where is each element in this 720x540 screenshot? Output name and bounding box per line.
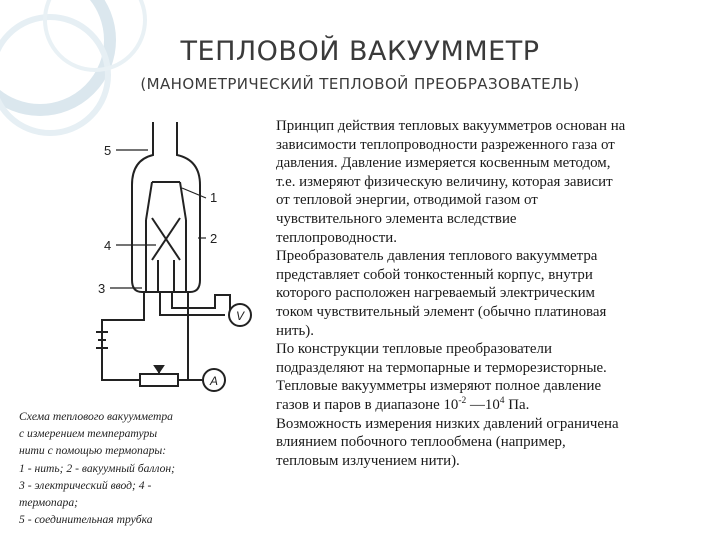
- body-line: подразделяют на термопарные и терморезисторные.: [276, 359, 607, 376]
- body-line: током чувствительный элемент (обычно платиновая: [276, 303, 607, 320]
- body-line: Принцип действия тепловых вакуумметров основан на: [276, 118, 626, 134]
- body-line: давления. Давление измеряется косвенным методом,: [276, 155, 611, 172]
- body-line: По конструкции тепловые преобразователи: [276, 341, 552, 358]
- caption-line: Схема теплового вакуумметра: [19, 410, 173, 423]
- label-1: 1: [210, 190, 218, 205]
- body-line: теплопроводности.: [276, 229, 397, 246]
- body-line: чувствительного элемента вследствие: [276, 210, 517, 227]
- caption-line: 1 - нить; 2 - вакуумный баллон;: [19, 461, 176, 475]
- label-3: 3: [98, 281, 106, 296]
- voltmeter-symbol: V: [235, 309, 245, 323]
- range-low-base: 10: [443, 396, 459, 413]
- caption-line: 5 - соединительная трубка: [19, 513, 153, 527]
- ammeter-symbol: A: [209, 374, 219, 388]
- slide-title: ТЕПЛОВОЙ ВАКУУММЕТР: [180, 36, 540, 67]
- caption-line: нити с помощью термопары:: [19, 444, 167, 458]
- range-unit: Па.: [504, 396, 530, 413]
- body-line: зависимости теплопроводности разреженного газа от: [276, 136, 615, 153]
- caption-line: 3 - электрический ввод; 4 -: [19, 478, 152, 492]
- diagram-caption: [19, 408, 239, 528]
- range-dash: —: [466, 396, 485, 413]
- range-high-exp: 4: [499, 395, 505, 406]
- body-line: Тепловые вакуумметры измеряют полное давление: [276, 378, 602, 395]
- body-line: Возможность измерения низких давлений ограничена: [276, 415, 619, 432]
- body-line: влиянием побочного теплообмена (например,: [276, 434, 566, 451]
- caption-line: термопара;: [19, 496, 78, 510]
- body-line: Преобразователь давления теплового вакуумметра: [276, 248, 598, 265]
- label-4: 4: [104, 238, 112, 253]
- label-5: 5: [104, 143, 112, 158]
- body-line: т.е. измеряют физическую величину, которая зависит: [276, 173, 613, 190]
- range-prefix: газов и паров в диапазоне: [276, 396, 444, 413]
- body-line: которого расположен нагреваемый электрическим: [276, 285, 595, 302]
- range-high-base: 10: [484, 396, 500, 413]
- body-text: [276, 117, 716, 470]
- body-line: тепловым излучением нити).: [276, 452, 460, 469]
- body-line: от тепловой энергии, отводимой газом от: [276, 192, 538, 209]
- slide-subtitle: (МАНОМЕТРИЧЕСКИЙ ТЕПЛОВОЙ ПРЕОБРАЗОВАТЕЛЬ): [140, 75, 580, 93]
- pressure-range-line: [276, 396, 716, 415]
- caption-line: с измерением температуры: [19, 427, 158, 441]
- body-line: представляет собой тонкостенный корпус, внутри: [276, 266, 593, 283]
- body-line: нить).: [276, 322, 314, 339]
- thermal-vacuum-gauge-diagram: [80, 110, 280, 410]
- range-low-exp: -2: [458, 395, 467, 406]
- label-2: 2: [210, 231, 218, 246]
